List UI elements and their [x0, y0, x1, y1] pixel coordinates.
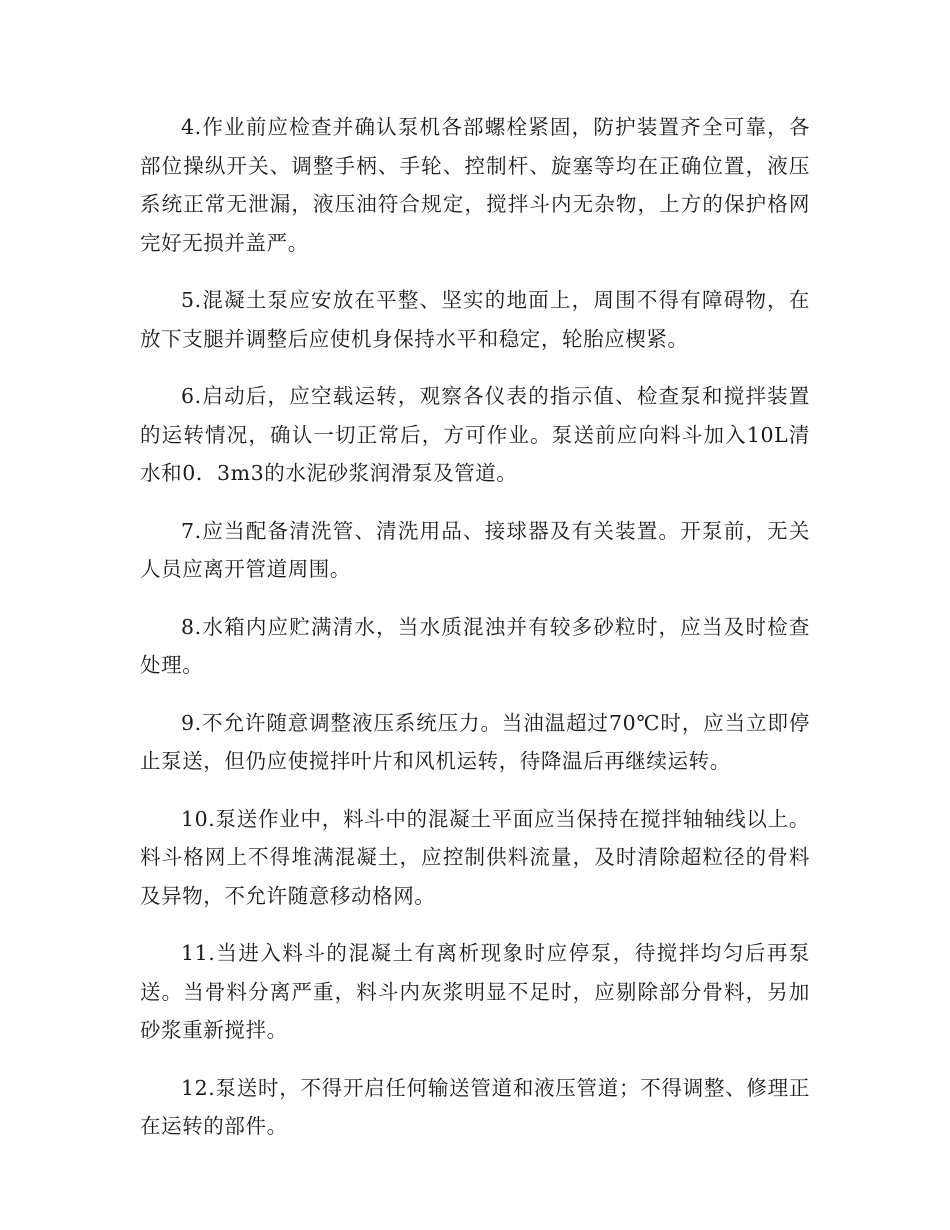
- paragraph-item-12: 12.泵送时，不得开启任何输送管道和液压管道；不得调整、修理正在运转的部件。: [140, 1075, 810, 1138]
- paragraph-item-10: 10.泵送作业中，料斗中的混凝土平面应当保持在搅拌轴轴线以上。料斗格网上不得堆满混凝土，应控制供料流量，及时清除超粒径的骨料及异物，不允许随意移动格网。: [140, 806, 810, 908]
- paragraph-item-4: 4.作业前应检查并确认泵机各部螺栓紧固，防护装置齐全可靠，各部位操纵开关、调整手柄、手轮、控制杆、旋塞等均在正确位置，液压系统正常无泄漏，液压油符合规定，搅拌斗内无杂物，上方的保护格网完好无损并盖严。: [140, 115, 810, 255]
- paragraph-item-5: 5.混凝土泵应安放在平整、坚实的地面上，周围不得有障碍物，在放下支腿并调整后应使机身保持水平和稳定，轮胎应楔紧。: [140, 288, 810, 351]
- paragraph-item-7: 7.应当配备清洗管、清洗用品、接球器及有关装置。开泵前，无关人员应离开管道周围。: [140, 518, 810, 581]
- document-body: [140, 108, 810, 1165]
- paragraph-item-9: 9.不允许随意调整液压系统压力。当油温超过70℃时，应当立即停止泵送，但仍应使搅拌叶片和风机运转，待降温后再继续运转。: [140, 710, 810, 773]
- paragraph-item-11: 11.当进入料斗的混凝土有离析现象时应停泵，待搅拌均匀后再泵送。当骨料分离严重，料斗内灰浆明显不足时，应剔除部分骨料，另加砂浆重新搅拌。: [140, 941, 810, 1042]
- paragraph-item-6: 6.启动后，应空载运转，观察各仪表的指示值、检查泵和搅拌装置的运转情况，确认一切正常后，方可作业。泵送前应向料斗加入10L清水和0．3m3的水泥砂浆润滑泵及管道。: [140, 384, 810, 485]
- paragraph-item-8: 8.水箱内应贮满清水，当水质混浊并有较多砂粒时，应当及时检查处理。: [140, 614, 810, 677]
